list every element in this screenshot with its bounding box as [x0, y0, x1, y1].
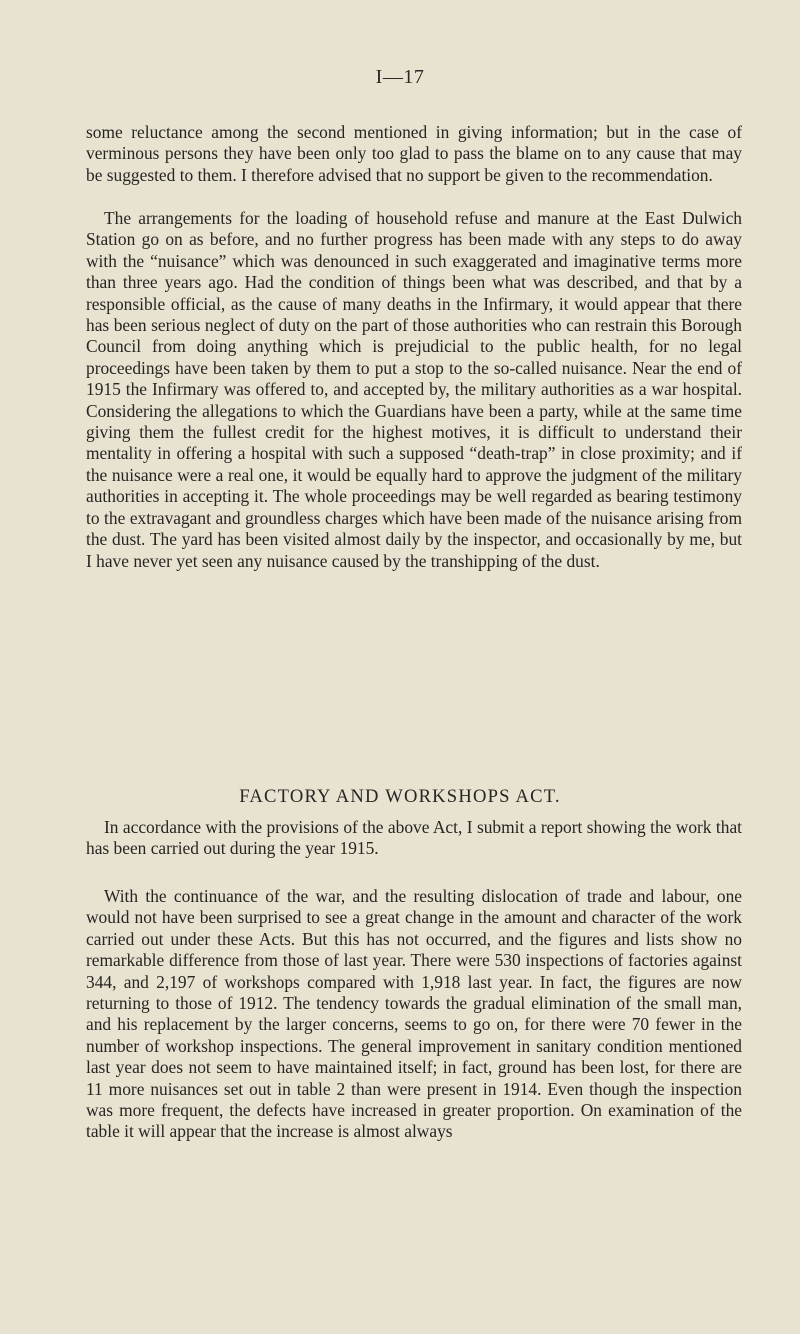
section-heading: FACTORY AND WORKSHOPS ACT.: [239, 786, 561, 807]
paragraph-4: With the continuance of the war, and the resulting dislocation of trade and labour, one would not have been surprised to see a great change in the amount and character of the work carried out under these Acts. But this has not occurred, and the figures and lists show no remarkable difference from those of last year. There were 530 inspections of factories against 344, and 2,197 of workshops compared with 1,918 last year. In fact, the figures are now returning to those of 1912. The tendency towards the gradual elimination of the small man, and his replacement by the larger concerns, seems to go on, for there were 70 fewer in the number of workshop inspections. The general improvement in sanitary condition mentioned last year does not seem to have maintained itself; in fact, ground has been lost, for there are 11 more nuisances set out in table 2 than were present in 1914. Even though the inspection was more frequent, the defects have increased in greater proportion. On examination of the table it will appear that the increase is almost always: [86, 886, 742, 1142]
paragraph-1: some reluctance among the second mentioned in giving information; but in the case of verminous persons they have been only too glad to pass the blame on to any cause that may be suggested to them. I therefore advised that no support be given to the recommendation.: [86, 122, 742, 185]
paragraph-2: The arrangements for the loading of household refuse and manure at the East Dulwich Station go on as before, and no further progress has been made with any steps to do away with the “nuisance” which was denounced in such exaggerated and imaginative terms more than three years ago. Had the condition of things been what was described, and that by a responsible official, as the cause of many deaths in the Infirmary, it would appear that there has been serious neglect of duty on the part of those authorities who can restrain this Borough Council from doing anything which is prejudicial to the public health, for no legal proceedings have been taken by them to put a stop to the so-called nuisance. Near the end of 1915 the Infirmary was offered to, and accepted by, the military authorities as a war hospital. Considering the allegations to which the Guardians have been a party, while at the same time giving them the fullest credit for the highest motives, it is difficult to understand their mentality in offering a hospital with such a supposed “death-trap” in close proximity; and if the nuisance were a real one, it would be equally hard to approve the judgment of the military authorities in accepting it. The whole proceedings may be well regarded as bearing testimony to the extravagant and groundless charges which have been made of the nuisance arising from the dust. The yard has been visited almost daily by the inspector, and occasionally by me, but I have never yet seen any nuisance caused by the transhipping of the dust.: [86, 208, 742, 571]
paragraph-3: In accordance with the provisions of the above Act, I submit a report showing the work that has been carried out during the year 1915.: [86, 817, 742, 859]
page-number: I—17: [375, 66, 425, 88]
